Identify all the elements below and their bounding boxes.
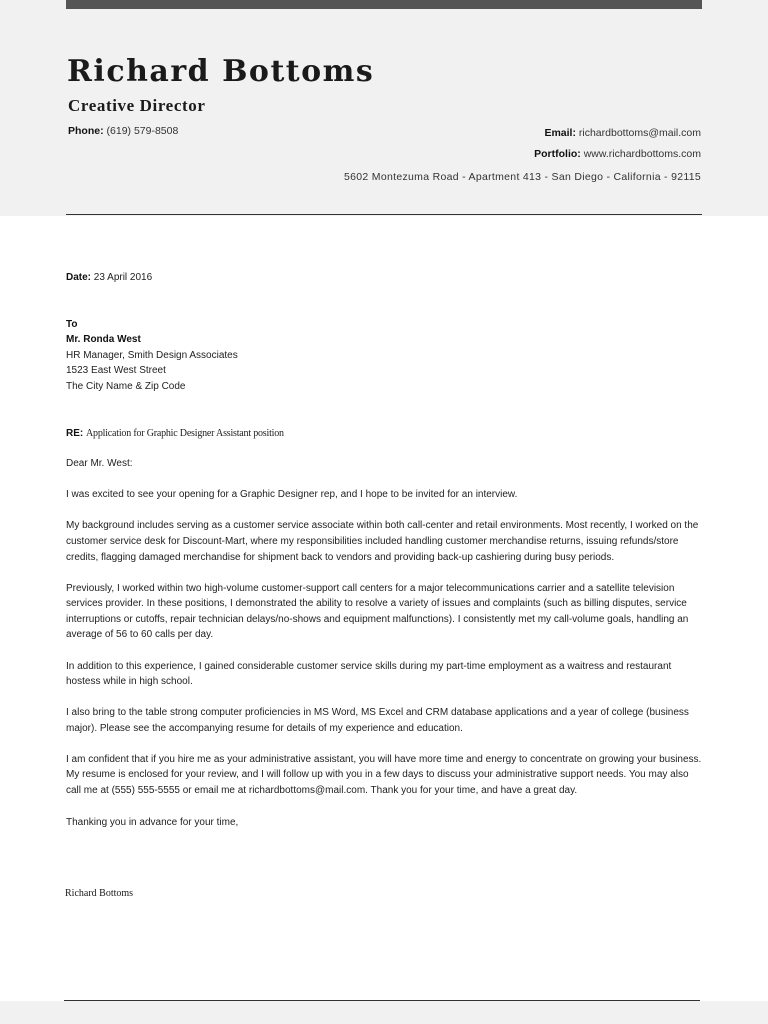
recipient-block bbox=[66, 317, 706, 395]
recipient-city: The City Name & Zip Code bbox=[66, 380, 186, 392]
sender-job-title: Creative Director bbox=[68, 96, 206, 115]
top-accent-bar bbox=[66, 0, 702, 9]
address-line: 5602 Montezuma Road - Apartment 413 - San Diego - California - 92115 bbox=[344, 171, 701, 183]
paragraph-additional-experience: In addition to this experience, I gained considerable customer service skills during my part-time employment as a waitress and restaurant hostess while in high school. bbox=[66, 660, 672, 688]
portfolio-link[interactable]: www.richardbottoms.com bbox=[583, 148, 701, 160]
portfolio-line bbox=[534, 148, 701, 160]
closing-line: Thanking you in advance for your time, bbox=[66, 816, 239, 828]
paragraph-previous-experience: Previously, I worked within two high-volume customer-support call centers for a major telecommunications carrier and a satellite television services provider. In these positions, I demonstrated the ability to resolve a variety of issues and complaints (such as billing disputes, service interruptions or cutoffs, repair technician delays/no-shows and equipment malfunctions). I consistently met my call-volume goals, handling an average of 56 to 60 calls per day. bbox=[66, 582, 689, 641]
portfolio-label: Portfolio: bbox=[534, 148, 581, 160]
subject-line bbox=[66, 426, 706, 442]
recipient-position: HR Manager, Smith Design Associates bbox=[66, 349, 238, 361]
email-value[interactable]: richardbottoms@mail.com bbox=[578, 127, 701, 139]
paragraph-background: My background includes serving as a customer service associate within both call-center and retail environments. Most recently, I worked on the customer service desk for Discount-Mart, where my responsibilities included handling customer merchandise returns, issuing refunds/store credits, flagging damaged merchandise for shipment back to vendors and providing back-up cashiering during busy periods. bbox=[66, 520, 699, 563]
phone-line bbox=[68, 125, 178, 137]
recipient-name: Mr. Ronda West bbox=[66, 334, 141, 346]
signature: Richard Bottoms bbox=[65, 888, 134, 899]
recipient-street: 1523 East West Street bbox=[66, 365, 166, 377]
paragraph-conclusion: I am confident that if you hire me as your administrative assistant, you will have more time and energy to concentrate on growing your business. My resume is enclosed for your review, and I will follow up with you in a few days to discuss your administrative support needs. You may also call me at (555) 555-5555 or email me at richardbottoms@mail.com. Thank you for your time, and have a great day. bbox=[66, 753, 702, 797]
greeting: Dear Mr. West: bbox=[66, 458, 133, 470]
subject-label: RE: bbox=[66, 427, 84, 439]
phone-value: (619) 579-8508 bbox=[106, 125, 179, 137]
recipient-to: To bbox=[66, 318, 78, 330]
paragraph-skills: I also bring to the table strong computer proficiencies in MS Word, MS Excel and CRM database applications and a year of college (business major). Please see the accompanying resume for details of my experience and education. bbox=[66, 707, 689, 734]
footer-band bbox=[0, 1001, 768, 1024]
email-line bbox=[544, 127, 701, 139]
subject-text: Application for Graphic Designer Assistant position bbox=[86, 427, 284, 439]
header-divider bbox=[66, 214, 702, 215]
letter-date bbox=[66, 270, 706, 286]
letter-body bbox=[66, 270, 706, 830]
sender-name: Richard Bottoms bbox=[67, 54, 375, 89]
email-label: Email: bbox=[544, 127, 576, 139]
date-value: 23 April 2016 bbox=[93, 272, 153, 283]
paragraph-intro: I was excited to see your opening for a Graphic Designer rep, and I hope to be invited for an interview. bbox=[66, 489, 518, 501]
date-label: Date: bbox=[66, 272, 92, 283]
phone-label: Phone: bbox=[68, 125, 104, 137]
